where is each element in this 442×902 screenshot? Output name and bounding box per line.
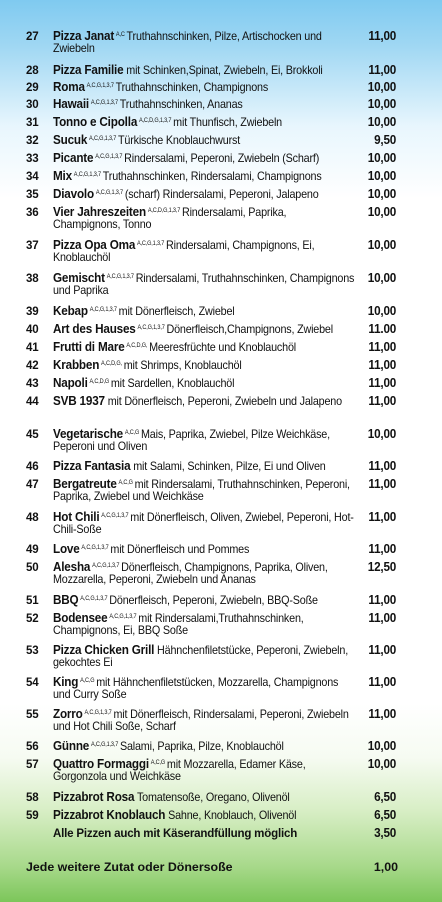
allergen-codes: A,C,G,1,3,7: [137, 325, 165, 331]
item-description: Rindersalami, Truthahnschinken, Champignons und Paprika: [52, 272, 355, 297]
item-name: Mix: [52, 169, 72, 183]
item-name: Bergatreute: [52, 477, 117, 491]
menu-item: [26, 709, 396, 733]
item-price: 11,00: [368, 542, 397, 556]
item-body: [53, 273, 359, 297]
menu-item: [26, 512, 396, 536]
item-body: [53, 117, 359, 129]
item-description: Salami, Paprika, Pilze, Knoblauchöl: [119, 740, 284, 753]
item-number: 45: [26, 427, 39, 441]
item-description: Hähnchenfiletstücke, Peperoni, Zwiebeln, gekochtes Ei: [52, 644, 349, 669]
item-number: 54: [26, 675, 39, 689]
item-name: Alesha: [52, 560, 91, 574]
item-number: 57: [26, 757, 39, 771]
item-description: Dönerfleisch,Champignons, Zwiebel: [166, 323, 333, 336]
item-description: mit Mozzarella, Edamer Käse, Gorgonzola und Weichkäse: [52, 758, 306, 783]
item-body: [53, 342, 359, 354]
item-name: Tonno e Cipolla: [52, 115, 138, 129]
allergen-codes: A,C,G,1,3,7: [137, 241, 165, 247]
item-name: Pizza Opa Oma: [52, 238, 136, 252]
allergen-codes: A,C,G,1,3,7: [92, 563, 120, 569]
item-name: Art des Hauses: [52, 322, 136, 336]
item-body: [53, 613, 359, 637]
menu-item: [26, 189, 396, 201]
item-price: 11,00: [368, 510, 397, 524]
item-price: 11,00: [368, 675, 397, 689]
allergen-codes: A,C,G,1,3,7: [95, 190, 123, 196]
allergen-codes: A,C,D,G: [89, 379, 109, 385]
item-number: 50: [26, 560, 39, 574]
menu-item: [26, 171, 396, 183]
item-price: 11,00: [368, 643, 397, 657]
item-number: 42: [26, 358, 39, 372]
item-description: mit Rindersalami,Truthahnschinken, Champignons, Ei, BBQ Soße: [52, 612, 304, 637]
item-body: [53, 792, 359, 804]
item-body: [53, 512, 359, 536]
item-price: 11,00: [368, 459, 397, 473]
item-price: 10,00: [367, 115, 397, 129]
menu-item: [26, 396, 396, 408]
item-name: King: [52, 675, 79, 689]
allergen-codes: A,C,G,1,3,7: [90, 742, 119, 748]
menu-item: [26, 544, 396, 556]
allergen-codes: A,C,G: [118, 480, 133, 486]
item-description: mit Dönerfleisch, Peperoni, Zwiebeln und Jalapeno: [107, 395, 342, 408]
menu-item: [26, 324, 396, 336]
allergen-codes: A,C,G: [150, 760, 166, 766]
item-number: 55: [26, 707, 39, 721]
item-price: 11,00: [368, 611, 397, 625]
item-body: [53, 65, 359, 77]
item-name: Vegetarische: [52, 427, 124, 441]
item-number: 41: [26, 340, 39, 354]
item-number: 37: [26, 238, 39, 252]
cheese-rim-row: [26, 828, 396, 840]
item-body: [53, 562, 359, 586]
item-name: BBQ: [52, 593, 79, 607]
item-description: Truthahnschinken, Rindersalami, Champignons: [102, 170, 322, 183]
item-number: 46: [26, 459, 39, 473]
item-body: [53, 31, 359, 55]
item-description: Dönerfleisch, Champignons, Paprika, Oliven, Mozzarella, Peperoni, Zwiebeln und Ananas: [52, 561, 328, 586]
item-name: Pizza Chicken Grill: [52, 643, 155, 657]
item-body: [53, 135, 359, 147]
allergen-codes: A,C,G,1,3,7: [73, 172, 101, 178]
item-description: Truthahnschinken, Ananas: [119, 98, 243, 111]
extra-topping-text: Jede weitere Zutat oder Dönersoße: [26, 860, 233, 874]
item-body: [53, 645, 359, 669]
item-name: Zorro: [52, 707, 83, 721]
item-name: Pizzabrot Rosa: [52, 790, 135, 804]
item-number: 47: [26, 477, 39, 491]
item-price: 10,00: [367, 739, 397, 753]
allergen-codes: A,C,G,1,3,7: [90, 100, 118, 106]
allergen-codes: A,C,G: [124, 430, 140, 436]
item-description: mit Hähnchenfiletstücken, Mozzarella, Champignons und Curry Soße: [52, 676, 339, 701]
item-number: 36: [26, 205, 39, 219]
item-price: 11,00: [368, 63, 397, 77]
allergen-codes: A,C,G,1,3,7: [101, 513, 129, 519]
menu-item: [26, 306, 396, 318]
item-price: 6,50: [374, 808, 397, 822]
allergen-codes: A,C,G,1,3,7: [80, 596, 108, 602]
item-number: 29: [26, 80, 39, 94]
item-price: 11,00: [368, 477, 397, 491]
menu-item: [26, 240, 396, 264]
item-name: Krabben: [52, 358, 100, 372]
item-body: [53, 240, 359, 264]
item-description: Mais, Paprika, Zwiebel, Pilze Weichkäse, Peperoni und Oliven: [52, 428, 330, 453]
item-name: Pizzabrot Knoblauch: [52, 808, 166, 822]
menu-item: [26, 461, 396, 473]
item-description: Rindersalami, Peperoni, Zwiebeln (Scharf): [124, 152, 320, 165]
menu-item: [26, 31, 396, 55]
item-price: 12,50: [367, 560, 397, 574]
allergen-codes: A,C,G,1,3,7: [84, 710, 112, 716]
allergen-codes: A,C,G,1,3,7: [81, 545, 109, 551]
item-number: 38: [26, 271, 39, 285]
item-body: [53, 741, 359, 753]
item-description: mit Dönerfleisch, Zwiebel: [118, 305, 235, 318]
item-body: [53, 461, 359, 473]
item-name: Günne: [52, 739, 90, 753]
item-price: 10,00: [367, 427, 397, 441]
allergen-codes: A,C,G,1,3,7: [89, 307, 117, 313]
extra-topping-price: 1,00: [373, 860, 398, 874]
item-name: Pizza Fantasia: [52, 459, 131, 473]
item-description: Truthahnschinken, Pilze, Artischocken und Zwiebeln: [52, 30, 322, 55]
item-number: 51: [26, 593, 39, 607]
item-name: Love: [52, 542, 80, 556]
item-body: [53, 360, 359, 372]
item-price: 10,00: [367, 169, 397, 183]
item-name: Hot Chili: [52, 510, 100, 524]
item-description: Dönerfleisch, Peperoni, Zwiebeln, BBQ-Soße: [109, 594, 318, 607]
item-price: 11,00: [368, 376, 397, 390]
item-name: Sucuk: [52, 133, 88, 147]
item-price: 11,00: [368, 593, 397, 607]
item-description: Meeresfrüchte und Knoblauchöl: [149, 341, 296, 354]
item-description: Sahne, Knoblauch, Olivenöl: [168, 809, 297, 822]
item-price: 11,00: [368, 707, 397, 721]
item-body: [53, 810, 359, 822]
menu-item: [26, 378, 396, 390]
allergen-codes: A,C: [115, 32, 125, 38]
item-body: [53, 207, 359, 231]
item-number: 39: [26, 304, 39, 318]
menu-item: [26, 117, 396, 129]
item-name: Diavolo: [52, 187, 94, 201]
allergen-codes: A,C,G,1,3,7: [106, 274, 134, 280]
menu-item: [26, 562, 396, 586]
menu-item: [26, 479, 396, 503]
allergen-codes: A,C,D,G,1,3,7: [139, 118, 172, 124]
item-price: 11.00: [368, 322, 397, 336]
item-description: mit Dönerfleisch, Rindersalami, Peperoni, Zwiebeln und Hot Chili Soße, Scharf: [52, 708, 349, 733]
item-description: Tomatensoße, Oregano, Olivenöl: [136, 791, 290, 804]
item-description: mit Schinken,Spinat, Zwiebeln, Ei, Brokkoli: [126, 64, 323, 77]
item-body: [53, 82, 359, 94]
item-description: Rindersalami, Paprika, Champignons, Tonno: [52, 206, 287, 231]
item-price: 6,50: [374, 790, 397, 804]
item-body: [53, 378, 359, 390]
item-body: [53, 99, 359, 111]
menu-item: [26, 429, 396, 453]
item-number: 48: [26, 510, 39, 524]
item-number: 28: [26, 63, 39, 77]
item-body: [53, 396, 359, 408]
item-number: 49: [26, 542, 39, 556]
menu-item: [26, 595, 396, 607]
item-description: mit Shrimps, Knoblauchöl: [123, 359, 242, 372]
item-price: 10,00: [367, 304, 397, 318]
item-name: Frutti di Mare: [52, 340, 125, 354]
item-description: Truthahnschinken, Champignons: [115, 81, 269, 94]
item-price: 10,00: [367, 205, 397, 219]
item-name: Picante: [52, 151, 94, 165]
menu-item: [26, 360, 396, 372]
item-name: Vier Jahreszeiten: [52, 205, 146, 219]
item-price: 10,00: [367, 271, 397, 285]
item-description: Rindersalami, Champignons, Ei, Knoblauchöl: [52, 239, 315, 264]
menu-item: [26, 99, 396, 111]
item-body: [53, 544, 359, 556]
menu-item: [26, 65, 396, 77]
item-description: mit Dönerfleisch und Pommes: [110, 543, 250, 556]
menu-item: [26, 759, 396, 783]
menu-item: [26, 645, 396, 669]
item-name: Roma: [52, 80, 85, 94]
item-description: (scharf) Rindersalami, Peperoni, Jalapeno: [124, 188, 319, 201]
menu-item: [26, 82, 396, 94]
item-price: 10,00: [367, 238, 397, 252]
item-number: 58: [26, 790, 39, 804]
item-description: mit Dönerfleisch, Oliven, Zwiebel, Peperoni, Hot-Chili-Soße: [52, 511, 354, 536]
item-body: [53, 171, 359, 183]
item-number: 32: [26, 133, 39, 147]
item-description: mit Thunfisch, Zwiebeln: [173, 116, 282, 129]
allergen-codes: A,C,D,G,: [126, 343, 148, 349]
item-price: 10,00: [367, 151, 397, 165]
item-body: [53, 709, 359, 733]
item-number: 53: [26, 643, 39, 657]
menu-item: [26, 207, 396, 231]
item-name: Pizza Janat: [52, 29, 115, 43]
item-number: 44: [26, 394, 39, 408]
item-name: Napoli: [52, 376, 88, 390]
cheese-rim-text: Alle Pizzen auch mit Käserandfüllung möglich: [52, 826, 298, 840]
item-price: 11,00: [368, 358, 397, 372]
menu-item: [26, 792, 396, 804]
item-number: 33: [26, 151, 39, 165]
allergen-codes: A,C,D,G,1,3,7: [147, 208, 181, 214]
item-name: Kebap: [52, 304, 88, 318]
menu-item: [26, 677, 396, 701]
item-price: 9,50: [374, 133, 397, 147]
menu-item: [26, 613, 396, 637]
allergen-codes: A,C,G,1,3,7: [95, 154, 123, 160]
item-name: Quattro Formaggi: [52, 757, 149, 771]
extra-topping-row: [26, 860, 398, 874]
item-number: 56: [26, 739, 39, 753]
item-name: Hawaii: [52, 97, 89, 111]
item-description: mit Rindersalami, Truthahnschinken, Peperoni, Paprika, Zwiebel und Weichkäse: [52, 478, 350, 503]
item-number: 27: [26, 29, 39, 43]
item-price: 11,00: [368, 394, 397, 408]
item-price: 10,00: [367, 97, 397, 111]
item-price: 10,00: [367, 80, 397, 94]
item-name: Pizza Familie: [52, 63, 124, 77]
item-name: Bodensee: [52, 611, 108, 625]
item-price: 10,00: [367, 187, 397, 201]
menu-item: [26, 153, 396, 165]
item-body: [53, 677, 359, 701]
item-number: 30: [26, 97, 39, 111]
item-body: [53, 324, 359, 336]
allergen-codes: A,C,G,1,3,7: [86, 83, 114, 89]
item-number: 59: [26, 808, 39, 822]
item-number: 31: [26, 115, 39, 129]
item-description: mit Salami, Schinken, Pilze, Ei und Oliven: [133, 460, 326, 473]
item-price: 10,00: [367, 757, 397, 771]
allergen-codes: A,C,G,1,3,7: [89, 136, 117, 142]
item-body: [53, 595, 359, 607]
allergen-codes: A,C,G: [80, 678, 95, 684]
item-price: 11,00: [368, 29, 397, 43]
allergen-codes: A,C,D,G,: [101, 361, 122, 367]
menu-item: [26, 273, 396, 297]
cheese-rim-price: 3,50: [374, 826, 397, 840]
item-price: 11,00: [368, 340, 397, 354]
item-description: Türkische Knoblauchwurst: [118, 134, 241, 147]
item-body: [53, 759, 359, 783]
item-number: 40: [26, 322, 39, 336]
menu-item: [26, 342, 396, 354]
item-body: [53, 153, 359, 165]
menu-item: [26, 810, 396, 822]
item-name: SVB 1937: [52, 394, 105, 408]
menu-item: [26, 135, 396, 147]
item-body: [53, 429, 359, 453]
item-number: 43: [26, 376, 39, 390]
item-body: [53, 306, 359, 318]
item-number: 34: [26, 169, 39, 183]
item-body: [53, 479, 359, 503]
item-description: mit Sardellen, Knoblauchöl: [110, 377, 235, 390]
allergen-codes: A,C,G,1,3,7: [109, 614, 137, 620]
item-body: [53, 189, 359, 201]
item-number: 52: [26, 611, 39, 625]
menu-item: [26, 741, 396, 753]
item-number: 35: [26, 187, 39, 201]
item-name: Gemischt: [52, 271, 105, 285]
